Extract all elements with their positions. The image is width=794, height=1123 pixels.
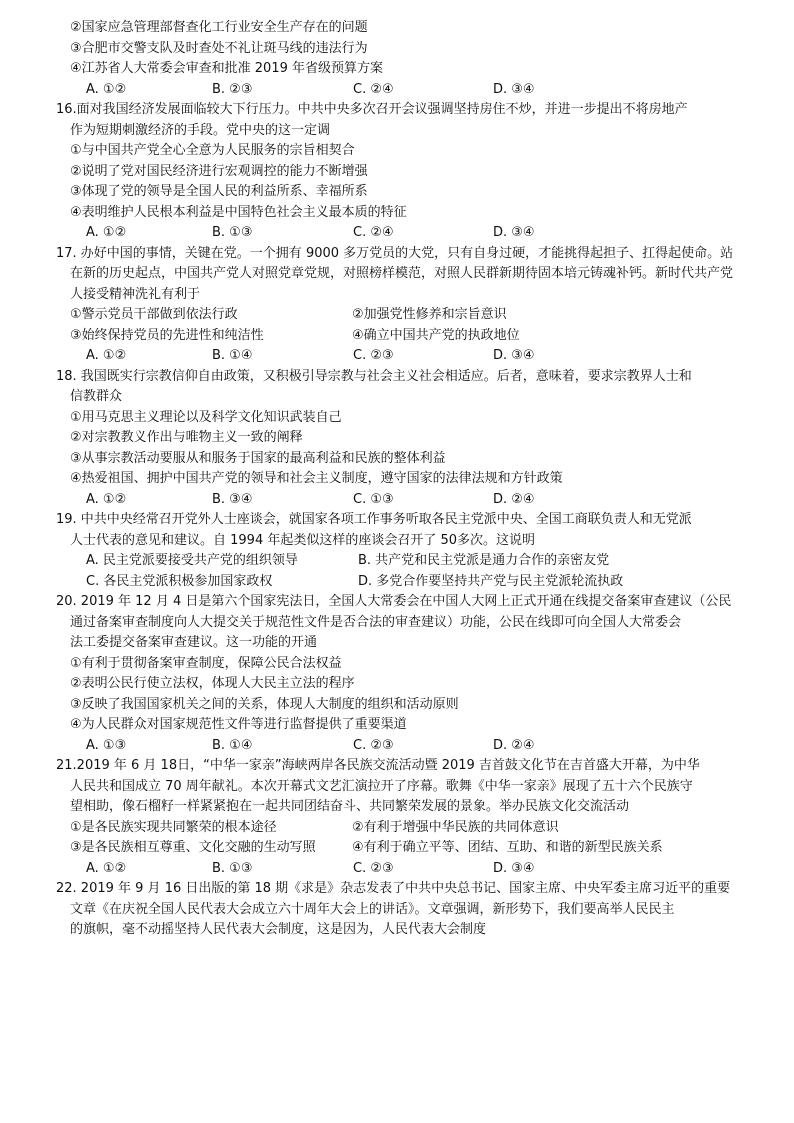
- q19-stem-line-2: 人士代表的意见和建议。自 1994 年起类似这样的座谈会召开了 50多次。这说明: [70, 532, 536, 548]
- q20-option-b: B. ①④: [212, 737, 253, 753]
- q21-stem-line-2: 人民共和国成立 70 周年献礼。本次开幕式文艺汇演拉开了序幕。歌舞《中华一家亲》展现了五十六个民族守: [70, 778, 693, 794]
- q16-stem-line-1: 16.面对我国经济发展面临较大下行压力。中共中央多次召开会议强调坚持房住不炒，并进一步提出不将房地产: [56, 102, 688, 117]
- q20-statement-4: ④为人民群众对国家规范性文件等进行监督提供了重要渠道: [70, 717, 407, 732]
- q18-statement-4: ④热爱祖国、拥护中国共产党的领导和社会主义制度，遵守国家的法律法规和方针政策: [70, 471, 563, 486]
- q17-statement-3: ③始终保持党员的先进性和纯洁性: [70, 327, 264, 343]
- q21-stem-line-3: 望相助，像石榴籽一样紧紧抱在一起共同团结奋斗、共同繁荣发展的景象。举办民族文化交流活动: [70, 799, 630, 814]
- q20-option-c: C. ②③: [353, 737, 394, 753]
- q17-stem-line-2: 在新的历史起点，中国共产党人对照党章党规，对照榜样模范，对照人民群新期待固本培元铸魂补钙。新时代共产党: [70, 266, 734, 281]
- q21-statement-4: ④有利于确立平等、团结、互助、和谐的新型民族关系: [352, 840, 663, 855]
- q17-option-b: B. ①④: [212, 348, 253, 363]
- q17-option-d: D. ③④: [493, 348, 535, 363]
- q18-statement-1: ①用马克思主义理论以及科学文化知识武装自己: [70, 409, 342, 425]
- q16-statement-4: ④表明维护人民根本利益是中国特色社会主义最本质的特征: [70, 204, 407, 220]
- q19-option-c: C. 各民主党派积极参加国家政权: [86, 573, 273, 589]
- q15-statement-3: ③合肥市交警支队及时查处不礼让斑马线的违法行为: [70, 40, 368, 56]
- q15-option-c: C. ②④: [353, 81, 394, 97]
- q20-stem-line-3: 法工委提交备案审查建议。这一功能的开通: [70, 635, 318, 650]
- q18-stem-line-1: 18. 我国既实行宗教信仰自由政策，又积极引导宗教与社会主义社会相适应。后者，意味着，要求宗教界人士和: [56, 368, 692, 384]
- q21-statement-2: ②有利于增强中华民族的共同体意识: [352, 819, 559, 835]
- q17-statement-2: ②加强党性修养和宗旨意识: [352, 307, 507, 322]
- q20-statement-3: ③反映了我国国家机关之间的关系，体现人大制度的组织和活动原则: [70, 696, 459, 712]
- q16-option-a: A. ①②: [86, 225, 127, 240]
- q18-option-a: A. ①②: [86, 491, 127, 507]
- q21-statements-row-1: [56, 818, 756, 839]
- q20-statement-1: ①有利于贯彻备案审查制度，保障公民合法权益: [70, 655, 342, 671]
- q17-statement-4: ④确立中国共产党的执政地位: [352, 327, 520, 343]
- q15-option-d: D. ③④: [493, 81, 535, 97]
- q19-option-d: D. 多党合作要坚持共产党与民主党派轮流执政: [358, 573, 624, 589]
- q21-option-d: D. ③④: [493, 860, 535, 876]
- q19-options-row-2: [56, 572, 756, 593]
- q22-stem-line-3: 的旗帜，毫不动摇坚持人民代表大会制度，这是因为，人民代表大会制度: [70, 922, 487, 937]
- q17-statement-1: ①警示党员干部做到依法行政: [70, 307, 238, 322]
- q18-option-b: B. ③④: [212, 491, 253, 507]
- q18-statement-2: ②对宗教教义作出与唯物主义一致的阐释: [70, 430, 303, 445]
- q15-statement-4: ④江苏省人大常委会审查和批准 2019 年省级预算方案: [70, 61, 384, 76]
- q16-option-b: B. ①③: [212, 225, 253, 240]
- q17-stem-line-1: 17. 办好中国的事情，关键在党。一个拥有 9000 多万党员的大党，只有自身过硬，才能挑得起担子、扛得起使命。站: [56, 245, 734, 261]
- q17-statements-row-1: [56, 305, 756, 326]
- q15-statement-2: ②国家应急管理部督查化工行业安全生产存在的问题: [70, 20, 368, 35]
- q19-stem-line-1: 19. 中共中央经常召开党外人士座谈会，就国家各项工作事务听取各民主党派中央、全国工商联负责人和无党派: [56, 512, 692, 527]
- q17-option-c: C. ②③: [353, 348, 394, 363]
- q17-options: [56, 346, 756, 367]
- q21-option-c: C. ②③: [353, 860, 394, 876]
- q18-option-c: C. ①③: [353, 491, 394, 507]
- q19-option-a: A. 民主党派要接受共产党的组织领导: [86, 553, 298, 568]
- q15-options: [56, 80, 756, 101]
- q19-options-row-1: [56, 551, 756, 572]
- q16-option-d: D. ③④: [493, 225, 535, 240]
- q20-options: [56, 736, 756, 757]
- q16-option-c: C. ②④: [353, 225, 394, 240]
- q15-option-a: A. ①②: [86, 81, 127, 97]
- q16-statement-1: ①与中国共产党全心全意为人民服务的宗旨相契合: [70, 143, 355, 158]
- q21-statement-1: ①是各民族实现共同繁荣的根本途径: [70, 819, 277, 835]
- q16-options: [56, 223, 756, 244]
- q18-stem-line-2: 信教群众: [70, 389, 123, 404]
- exam-page: [56, 18, 756, 941]
- q20-stem-line-2: 通过备案审查制度向人大提交关于规范性文件是否合法的审查建议）功能，公民在线即可向全国人大常委会: [70, 614, 682, 630]
- q21-stem-line-1: 21.2019 年 6 月 18日，“中华一家亲”海峡两岸各民族交流活动暨 2019 吉首鼓文化节在吉首盛大开幕，为中华: [56, 758, 700, 773]
- q22-stem-line-2: 文章《在庆祝全国人民代表大会成立六十周年大会上的讲话》。文章强调，新形势下，我们要高举人民民主: [70, 901, 675, 917]
- q15-option-b: B. ②③: [212, 81, 253, 97]
- q21-option-b: B. ①③: [212, 860, 253, 876]
- q16-statement-3: ③体现了党的领导是全国人民的利益所系、幸福所系: [70, 184, 368, 199]
- q17-option-a: A. ①②: [86, 348, 127, 363]
- q21-options: [56, 859, 756, 880]
- q21-statement-3: ③是各民族相互尊重、文化交融的生动写照: [70, 840, 316, 855]
- q18-option-d: D. ②④: [493, 491, 535, 507]
- q16-stem-line-2: 作为短期刺激经济的手段。党中央的这一定调: [70, 122, 331, 138]
- q21-statements-row-2: [56, 838, 756, 859]
- q21-option-a: A. ①②: [86, 860, 127, 876]
- q16-statement-2: ②说明了党对国民经济进行宏观调控的能力不断增强: [70, 163, 368, 179]
- q20-option-d: D. ②④: [493, 737, 535, 753]
- q18-options: [56, 490, 756, 511]
- q19-option-b: B. 共产党和民主党派是通力合作的亲密友党: [358, 553, 610, 568]
- q18-statement-3: ③从事宗教活动要服从和服务于国家的最高利益和民族的整体利益: [70, 450, 446, 466]
- q17-stem-line-3: 人接受精神洗礼有利于: [70, 286, 201, 302]
- q20-option-a: A. ①③: [86, 737, 127, 753]
- q20-statement-2: ②表明公民行使立法权，体现人大民主立法的程序: [70, 676, 355, 691]
- q22-stem-line-1: 22. 2019 年 9 月 16 日出版的第 18 期《求是》杂志发表了中共中央总书记、国家主席、中央军委主席习近平的重要: [56, 881, 731, 896]
- q20-stem-line-1: 20. 2019 年 12 月 4 日是第六个国家宪法日，全国人大常委会在中国人大网上正式开通在线提交备案审查建议（公民: [56, 594, 732, 609]
- q17-statements-row-2: [56, 326, 756, 347]
